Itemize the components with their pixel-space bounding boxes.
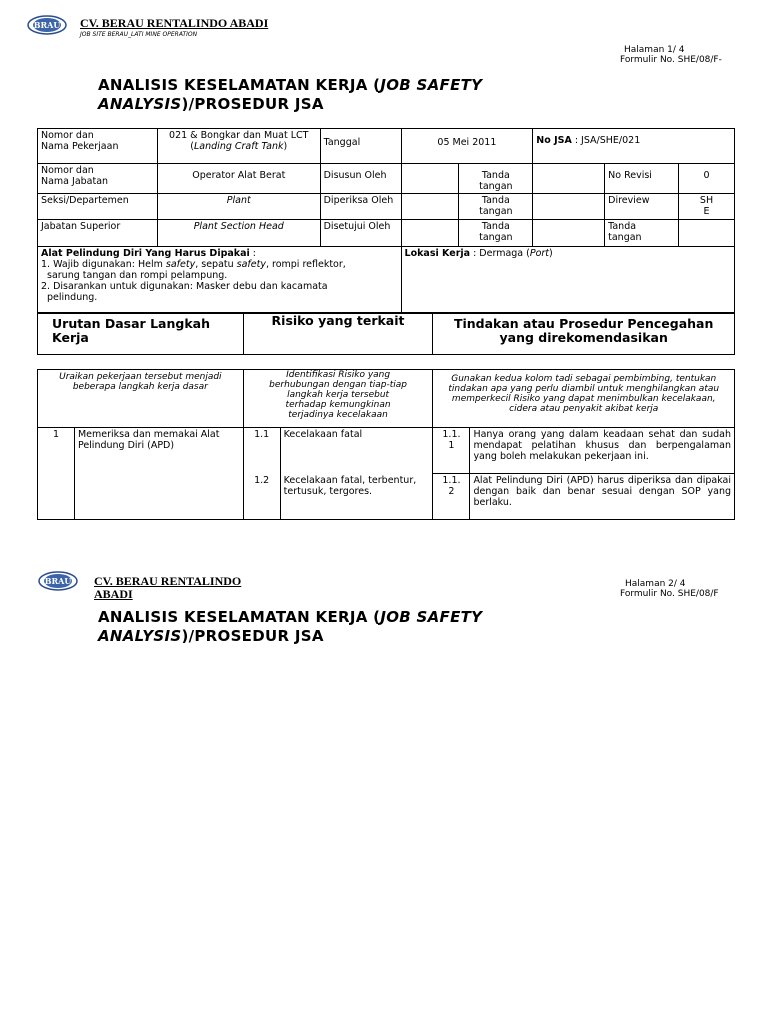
signature-box (679, 220, 735, 247)
value-jabatan-superior: Plant Section Head (157, 220, 320, 247)
label-nomor-nama-pekerjaan: Nomor dan Nama Pekerjaan (38, 129, 158, 164)
risk-number: 1.2 (243, 474, 280, 520)
action-text: Alat Pelindung Diri (APD) harus diperiksa dan dipakai dengan baik dan benar sesuai dengan SOP yang berlaku. (470, 474, 735, 520)
label-tanda-tangan: Tanda tangan (459, 194, 533, 220)
signature-box (533, 220, 605, 247)
col-risiko: Risiko yang terkait (243, 314, 433, 355)
signature-box (401, 220, 459, 247)
signature-box (533, 164, 605, 194)
step-number: 1 (38, 428, 75, 520)
company-name: CV. BERAU RENTALINDO ABADI (94, 574, 242, 601)
label-no-revisi: No Revisi (605, 164, 679, 194)
page-number: Halaman 1/ 4 (624, 45, 685, 55)
label-tanda-tangan: Tanda tangan (459, 164, 533, 194)
guide-risiko: Identifikasi Risiko yang berhubungan dengan tiap-tiap langkah kerja tersebut terhadap kemungkinan terjadinya kecelakaan (243, 370, 433, 428)
page-number: Halaman 2/ 4 (625, 579, 686, 589)
signature-box (533, 194, 605, 220)
col-urutan: Urutan Dasar Langkah Kerja (38, 314, 244, 355)
label-tanggal: Tanggal (320, 129, 401, 164)
site-name: JOB SITE BERAU_LATI MINE OPERATION (80, 31, 198, 38)
action-number: 1.1. 2 (433, 474, 470, 520)
step-text: Memeriksa dan memakai Alat Pelindung Diri (APD) (74, 428, 243, 520)
label-disetujui-oleh: Disetujui Oleh (320, 220, 401, 247)
page-title: ANALISIS KESELAMATAN KERJA (JOB SAFETY ANALYSIS)/PROSEDUR JSA (98, 608, 483, 645)
apd-section: Alat Pelindung Diri Yang Harus Dipakai : 1. Wajib digunakan: Helm safety, sepatu safety, rompi reflektor, sarung tangan dan rompi pelampung. 2. Disarankan untuk digunakan: Masker debu dan kacamata pelindung. (38, 247, 402, 313)
risk-text: Kecelakaan fatal (280, 428, 433, 474)
form-number: Formulir No. SHE/08/F- (620, 55, 722, 65)
signature-box (401, 194, 459, 220)
form-number: Formulir No. SHE/08/F (620, 589, 719, 599)
svg-text:BRAU: BRAU (44, 576, 72, 586)
risk-number: 1.1 (243, 428, 280, 474)
value-pekerjaan: 021 & Bongkar dan Muat LCT (Landing Craft Tank) (157, 129, 320, 164)
risk-text: Kecelakaan fatal, terbentur, tertusuk, tergores. (280, 474, 433, 520)
guide-urutan: Uraikan pekerjaan tersebut menjadi beberapa langkah kerja dasar (38, 370, 244, 428)
page-title: ANALISIS KESELAMATAN KERJA (JOB SAFETY ANALYSIS)/PROSEDUR JSA (98, 76, 483, 113)
label-direview: Direview (605, 194, 679, 220)
label-jabatan-superior: Jabatan Superior (38, 220, 158, 247)
value-direview: SH E (679, 194, 735, 220)
company-name-clip (94, 574, 244, 601)
form-number-clip (620, 589, 760, 599)
company-name: CV. BERAU RENTALINDO ABADI (80, 16, 269, 30)
company-logo (27, 15, 67, 35)
company-logo (38, 571, 78, 591)
jsa-header-table (37, 128, 735, 313)
lokasi-section: Lokasi Kerja : Dermaga (Port) (401, 247, 734, 313)
value-tanggal: 05 Mei 2011 (401, 129, 533, 164)
label-tanda-tangan: Tanda tangan (605, 220, 679, 247)
value-seksi: Plant (157, 194, 320, 220)
label-tanda-tangan: Tanda tangan (459, 220, 533, 247)
svg-text:BRAU: BRAU (33, 20, 61, 30)
label-nomor-nama-jabatan: Nomor dan Nama Jabatan (38, 164, 158, 194)
value-jabatan: Operator Alat Berat (157, 164, 320, 194)
label-disusun-oleh: Disusun Oleh (320, 164, 401, 194)
label-diperiksa-oleh: Diperiksa Oleh (320, 194, 401, 220)
guide-tindakan: Gunakan kedua kolom tadi sebagai pembimbing, tentukan tindakan apa yang perlu diambil untuk menghilangkan atau memperkecil Risiko yang dapat menimbulkan kecelakaan, cidera atau penyakit akibat kerja (433, 370, 735, 428)
action-number: 1.1. 1 (433, 428, 470, 474)
jsa-steps-table (37, 369, 735, 520)
signature-box (401, 164, 459, 194)
col-tindakan: Tindakan atau Prosedur Pencegahan yang direkomendasikan (433, 314, 735, 355)
value-no-jsa: No JSA : JSA/SHE/021 (533, 129, 735, 164)
action-text: Hanya orang yang dalam keadaan sehat dan sudah mendapat pelatihan khusus dan berpengalaman yang boleh melakukan pekerjaan ini. (470, 428, 735, 474)
label-seksi: Seksi/Departemen (38, 194, 158, 220)
jsa-column-headers (37, 313, 735, 355)
value-no-revisi: 0 (679, 164, 735, 194)
